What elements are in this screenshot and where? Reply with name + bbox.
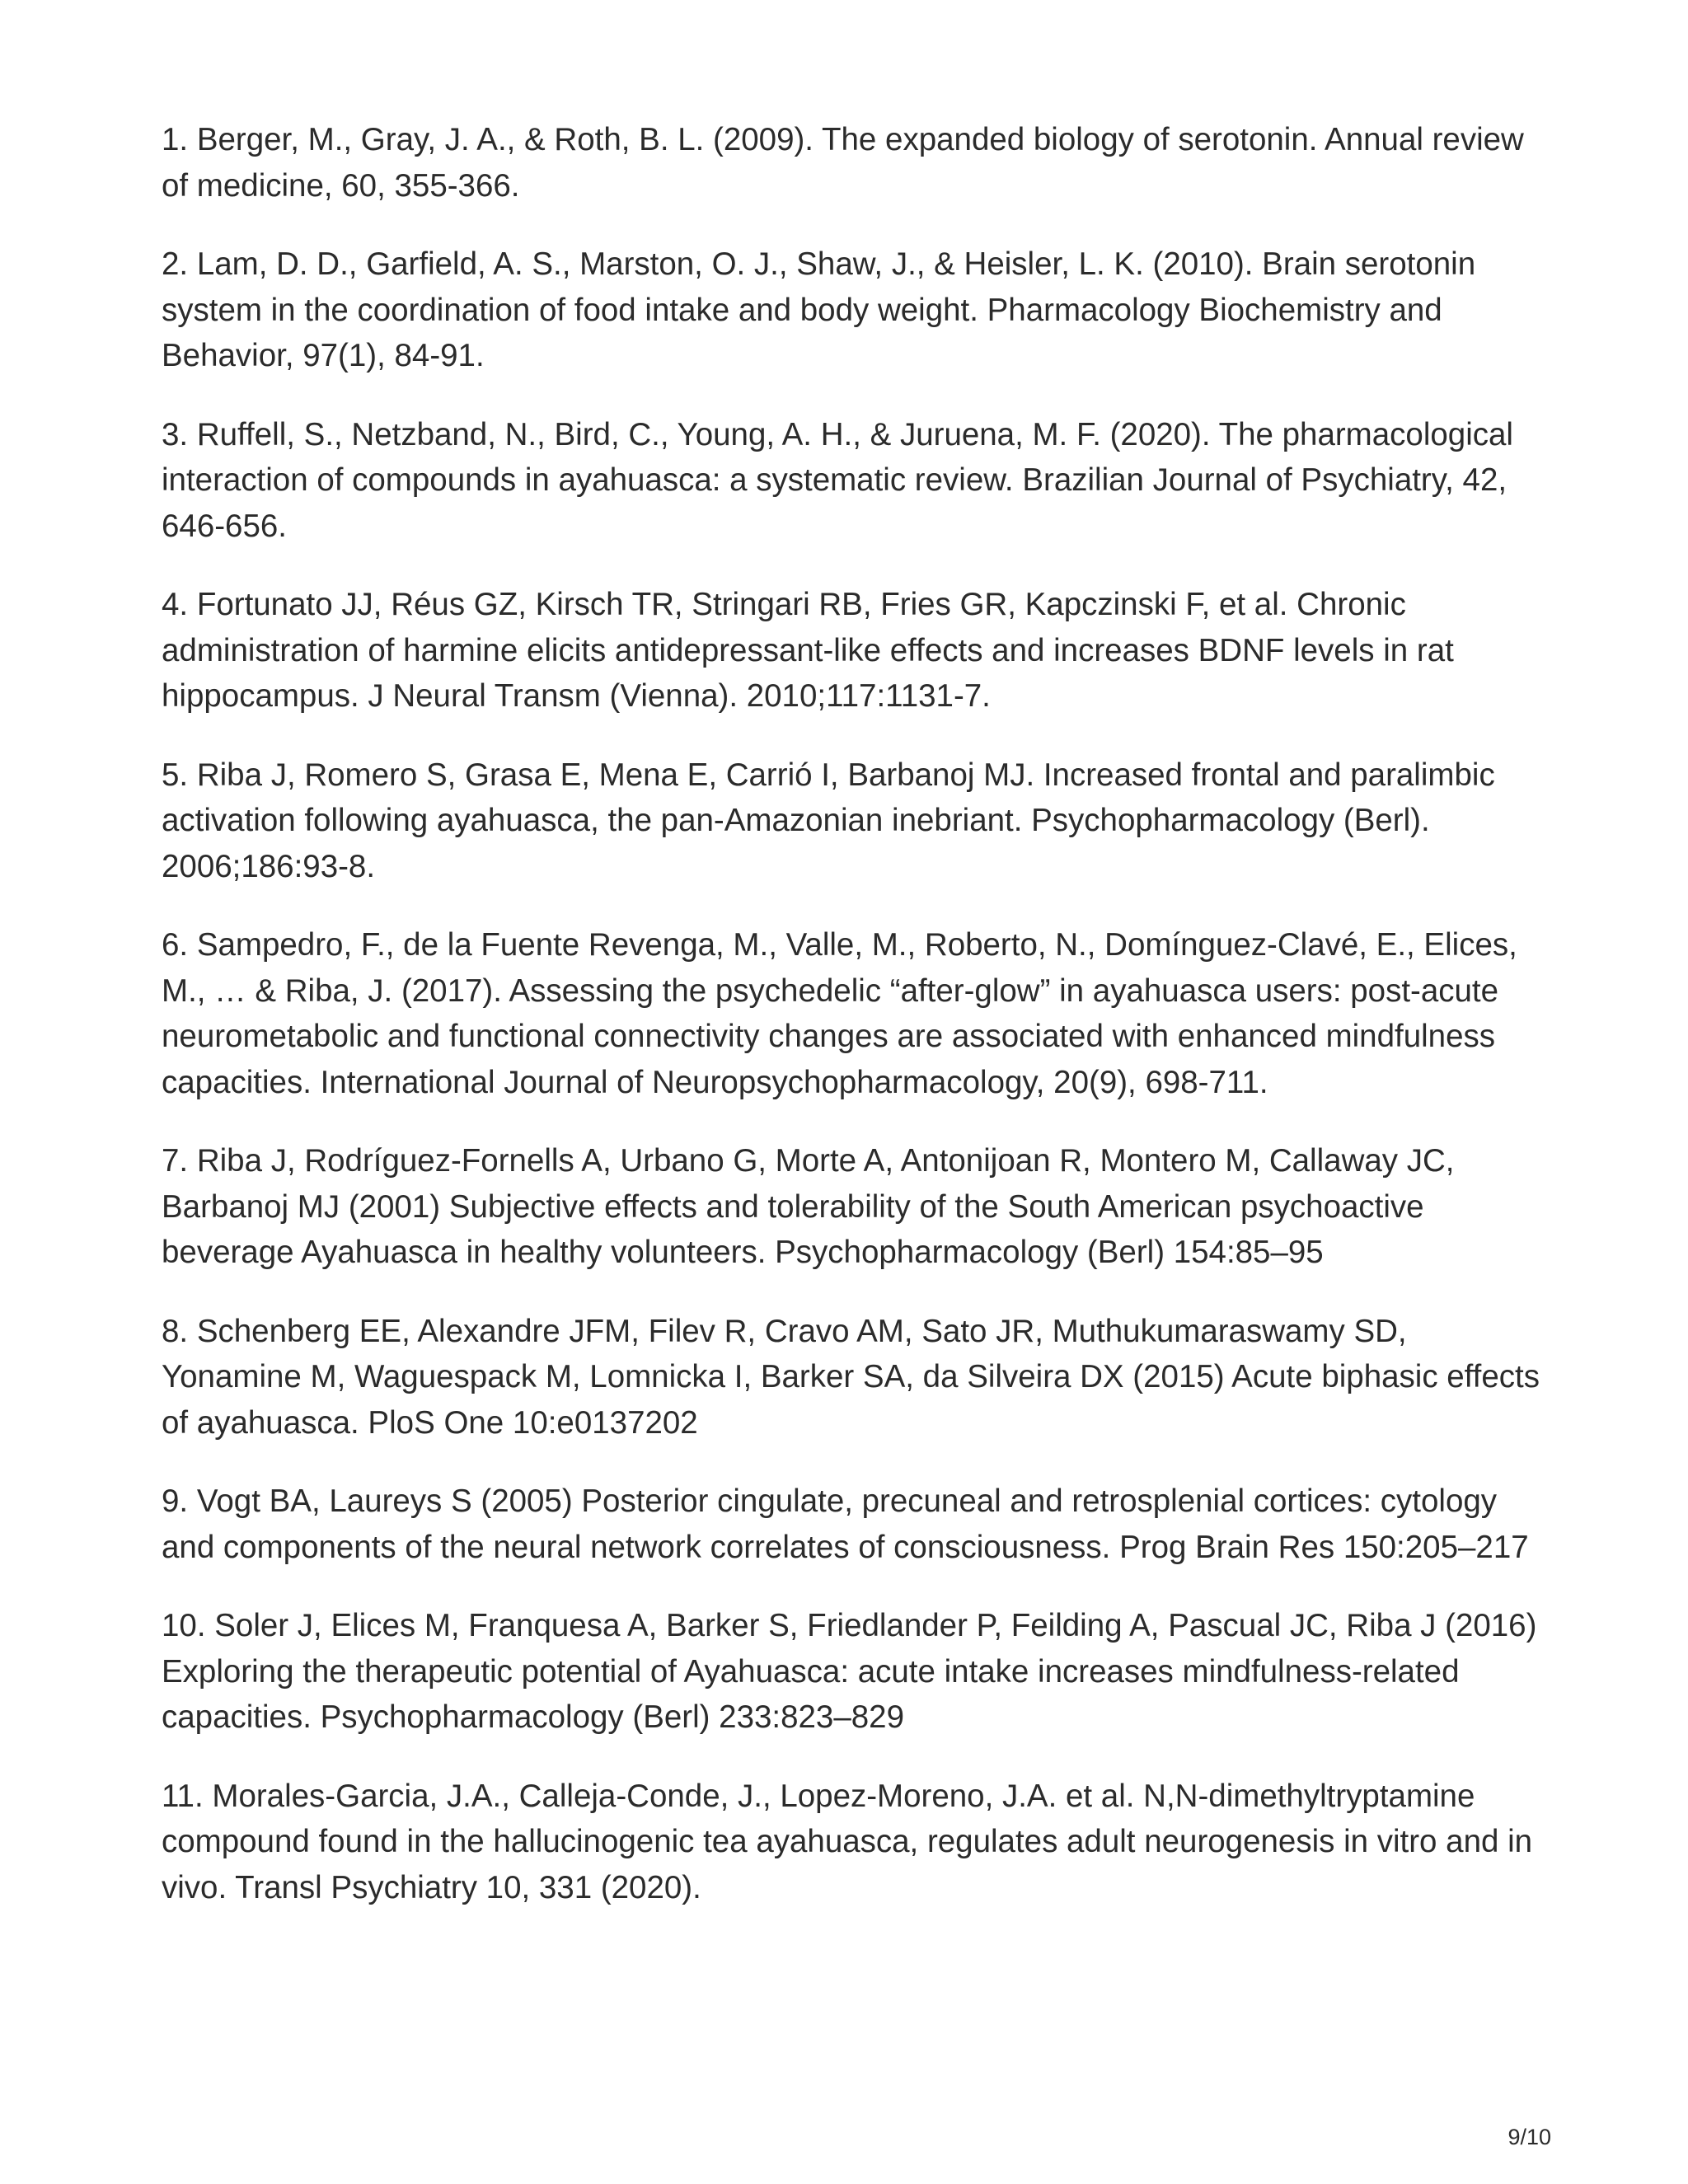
reference-number: 1. bbox=[162, 122, 189, 157]
reference-number: 9. bbox=[162, 1483, 189, 1519]
reference-item bbox=[162, 1479, 1554, 1570]
reference-text: Riba J, Romero S, Grasa E, Mena E, Carrió I, Barbanoj MJ. Increased frontal and paralimbic activation following ayahuasca, the pan-Amazonian inebriant. Psychopharmacology (Berl). 2006;186:93-8. bbox=[162, 757, 1495, 884]
reference-text: Vogt BA, Laureys S (2005) Posterior cingulate, precuneal and retrosplenial cortices: cytology and components of the neural network correlates of consciousness. Prog Brain Res 150:205–217 bbox=[162, 1483, 1529, 1565]
reference-number: 2. bbox=[162, 246, 189, 282]
reference-item bbox=[162, 1138, 1554, 1276]
reference-text: Riba J, Rodríguez-Fornells A, Urbano G, Morte A, Antonijoan R, Montero M, Callaway JC, Barbanoj MJ (2001) Subjective effects and tolerability of the South American psychoactive beverage Ayahuasca in healthy volunteers. Psychopharmacology (Berl) 154:85–95 bbox=[162, 1143, 1455, 1270]
reference-number: 4. bbox=[162, 587, 189, 622]
reference-item bbox=[162, 241, 1554, 379]
reference-text: Ruffell, S., Netzband, N., Bird, C., Young, A. H., & Juruena, M. F. (2020). The pharmacological interaction of compounds in ayahuasca: a systematic review. Brazilian Journal of Psychiatry, 42, 646-656. bbox=[162, 416, 1513, 544]
reference-number: 11. bbox=[162, 1778, 204, 1814]
reference-item bbox=[162, 752, 1554, 890]
reference-number: 5. bbox=[162, 757, 189, 793]
reference-number: 3. bbox=[162, 416, 189, 452]
reference-item bbox=[162, 922, 1554, 1105]
reference-number: 6. bbox=[162, 927, 189, 963]
reference-text: Schenberg EE, Alexandre JFM, Filev R, Cravo AM, Sato JR, Muthukumaraswamy SD, Yonamine M, Waguespack M, Lomnicka I, Barker SA, da Silveira DX (2015) Acute biphasic effects of ayahuasca. PloS One 10:e0137202 bbox=[162, 1313, 1540, 1441]
reference-list bbox=[162, 117, 1554, 1943]
reference-text: Soler J, Elices M, Franquesa A, Barker S, Friedlander P, Feilding A, Pascual JC, Riba J (2016) Exploring the therapeutic potential of Ayahuasca: acute intake increases mindfulness-related capacities. Psychopharmacology (Berl) 233:823–829 bbox=[162, 1608, 1537, 1735]
page-number: 9/10 bbox=[1507, 2125, 1551, 2149]
reference-item bbox=[162, 582, 1554, 719]
reference-item bbox=[162, 1603, 1554, 1741]
reference-item bbox=[162, 412, 1554, 550]
reference-item bbox=[162, 117, 1554, 209]
reference-item bbox=[162, 1774, 1554, 1911]
reference-number: 7. bbox=[162, 1143, 189, 1179]
reference-text: Lam, D. D., Garfield, A. S., Marston, O. J., Shaw, J., & Heisler, L. K. (2010). Brain serotonin system in the coordination of food intake and body weight. Pharmacology Biochemistry and Behavior, 97(1), 84-91. bbox=[162, 246, 1476, 373]
reference-text: Morales-Garcia, J.A., Calleja-Conde, J., Lopez-Moreno, J.A. et al. N,N-dimethyltryptamine compound found in the hallucinogenic tea ayahuasca, regulates adult neurogenesis in vitro and in vivo. Transl Psychiatry 10, 331 (2020). bbox=[162, 1778, 1533, 1905]
reference-number: 10. bbox=[162, 1608, 206, 1643]
reference-text: Berger, M., Gray, J. A., & Roth, B. L. (2009). The expanded biology of serotonin. Annual review of medicine, 60, 355-366. bbox=[162, 122, 1524, 204]
reference-number: 8. bbox=[162, 1313, 189, 1349]
reference-text: Fortunato JJ, Réus GZ, Kirsch TR, Stringari RB, Fries GR, Kapczinski F, et al. Chronic administration of harmine elicits antidepressant-like effects and increases BDNF levels in rat hippocampus. J Neural Transm (Vienna). 2010;117:1131-7. bbox=[162, 587, 1454, 714]
reference-text: Sampedro, F., de la Fuente Revenga, M., Valle, M., Roberto, N., Domínguez-Clavé, E., Elices, M., … & Riba, J. (2017). Assessing the psychedelic “after-glow” in ayahuasca users: post-acute neurometabolic and functional connectivity changes are associated with enhanced mindfulness capacities. International Journal of Neuropsychopharmacology, 20(9), 698-711. bbox=[162, 927, 1517, 1100]
reference-item bbox=[162, 1309, 1554, 1446]
